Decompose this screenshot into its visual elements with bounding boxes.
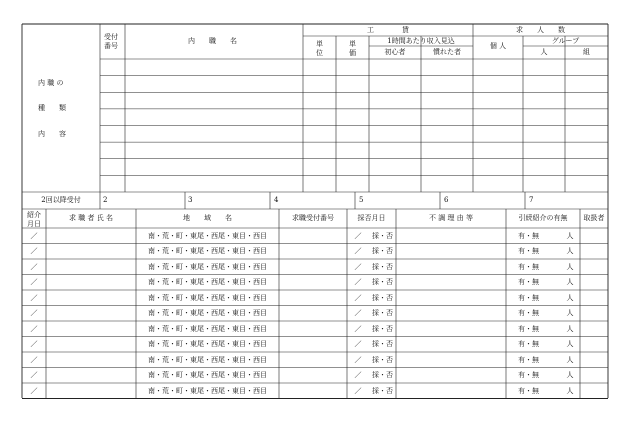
row-saihi-options: 採・否 <box>372 247 393 255</box>
row-nin-unit: 人 <box>566 309 574 317</box>
row-area-options: 南・荒・町・東尾・西尾・東目・西目 <box>148 247 267 255</box>
repeat-number-6: 6 <box>444 196 449 204</box>
naretasha-header: 慣れた者 <box>433 48 461 56</box>
shokai-tsukibi-header: 紹介 月日 <box>27 211 41 228</box>
row-saihi-slash: ／ <box>354 309 362 317</box>
hito-header: 人 <box>540 48 548 56</box>
row-area-options: 南・荒・町・東尾・西尾・東目・西目 <box>148 278 267 286</box>
row-yumu-options: 有・無 <box>518 324 539 333</box>
repeat-number-4: 4 <box>274 196 279 204</box>
row-yumu-options: 有・無 <box>518 371 539 379</box>
chiiki-mei-header: 地 域 名 <box>183 214 232 222</box>
kyushoku-bango-header: 求職受付番号 <box>292 214 334 222</box>
row-saihi-options: 採・否 <box>372 262 393 271</box>
row-yumu-options: 有・無 <box>518 278 539 286</box>
repeat-number-2: 2 <box>103 196 108 204</box>
row-saihi-slash: ／ <box>354 386 362 395</box>
repeat-receipt-label: 2回以降受付 <box>41 196 81 204</box>
row-nin-unit: 人 <box>566 247 574 255</box>
row-shokai-slash: ／ <box>30 231 38 240</box>
row-yumu-options: 有・無 <box>518 247 539 255</box>
row-saihi-options: 採・否 <box>372 293 393 302</box>
mikomi-header: 1時間あたり収入見込 <box>387 37 455 45</box>
row-area-options: 南・荒・町・東尾・西尾・東目・西目 <box>148 340 267 348</box>
row-saihi-slash: ／ <box>354 278 362 286</box>
row-nin-unit: 人 <box>566 386 574 395</box>
row-saihi-options: 採・否 <box>372 371 393 379</box>
row-saihi-options: 採・否 <box>372 324 393 333</box>
row-saihi-options: 採・否 <box>372 386 393 395</box>
row-shokai-slash: ／ <box>30 340 38 348</box>
row-nin-unit: 人 <box>566 278 574 286</box>
hikitsugi-header: 引続紹介の有無 <box>518 214 568 222</box>
row-saihi-slash: ／ <box>354 324 362 333</box>
kyushokusha-shimei-header: 求 職 者 氏 名 <box>69 214 113 222</box>
tani-header: 単 位 <box>316 40 323 57</box>
row-yumu-options: 有・無 <box>518 386 539 395</box>
row-area-options: 南・荒・町・東尾・西尾・東目・西目 <box>148 262 267 271</box>
row-nin-unit: 人 <box>566 340 574 348</box>
row-shokai-slash: ／ <box>30 371 38 379</box>
fuchou-riyu-header: 不 調 理 由 等 <box>429 214 473 222</box>
toriatsukaisha-header: 取扱者 <box>583 214 605 222</box>
row-shokai-slash: ／ <box>30 262 38 271</box>
row-area-options: 南・荒・町・東尾・西尾・東目・西目 <box>148 371 267 379</box>
row-nin-unit: 人 <box>566 371 574 379</box>
row-nin-unit: 人 <box>566 355 574 364</box>
row-saihi-options: 採・否 <box>372 340 393 348</box>
row-saihi-slash: ／ <box>354 247 362 255</box>
row-area-options: 南・荒・町・東尾・西尾・東目・西目 <box>148 231 267 240</box>
row-area-options: 南・荒・町・東尾・西尾・東目・西目 <box>148 386 267 395</box>
row-area-options: 南・荒・町・東尾・西尾・東目・西目 <box>148 324 267 333</box>
naishoku-mei-header: 内 職 名 <box>188 37 237 45</box>
row-yumu-options: 有・無 <box>518 231 539 240</box>
row-shokai-slash: ／ <box>30 293 38 302</box>
row-yumu-options: 有・無 <box>518 293 539 302</box>
section-label-line-1: 内 職 の <box>38 79 64 87</box>
section-label-line-2: 種 類 <box>38 104 66 112</box>
repeat-number-7: 7 <box>529 196 534 204</box>
repeat-number-5: 5 <box>359 196 364 204</box>
row-saihi-options: 採・否 <box>372 309 393 317</box>
row-saihi-slash: ／ <box>354 293 362 302</box>
row-saihi-slash: ／ <box>354 340 362 348</box>
row-nin-unit: 人 <box>566 324 574 333</box>
row-saihi-slash: ／ <box>354 371 362 379</box>
kojin-header: 個 人 <box>489 42 507 50</box>
row-nin-unit: 人 <box>566 262 574 271</box>
row-saihi-options: 採・否 <box>372 231 393 240</box>
kumi-header: 組 <box>583 48 590 56</box>
row-shokai-slash: ／ <box>30 355 38 364</box>
row-yumu-options: 有・無 <box>518 340 539 348</box>
chingin-header: 工 賃 <box>367 26 409 34</box>
repeat-number-3: 3 <box>188 196 193 204</box>
row-saihi-options: 採・否 <box>372 355 393 364</box>
row-shokai-slash: ／ <box>30 386 38 395</box>
row-nin-unit: 人 <box>566 293 574 302</box>
tanka-header: 単 価 <box>349 40 356 57</box>
row-area-options: 南・荒・町・東尾・西尾・東目・西目 <box>148 355 267 364</box>
row-yumu-options: 有・無 <box>518 262 539 271</box>
section-label-line-3: 内 容 <box>38 130 66 138</box>
row-nin-unit: 人 <box>566 231 574 240</box>
row-area-options: 南・荒・町・東尾・西尾・東目・西目 <box>148 293 267 302</box>
row-saihi-options: 採・否 <box>372 278 393 286</box>
row-saihi-slash: ／ <box>354 355 362 364</box>
row-yumu-options: 有・無 <box>518 309 539 317</box>
row-shokai-slash: ／ <box>30 278 38 286</box>
row-saihi-slash: ／ <box>354 231 362 240</box>
shoshinsha-header: 初心者 <box>384 48 406 56</box>
row-saihi-slash: ／ <box>354 262 362 271</box>
group-header: グループ <box>551 37 580 45</box>
row-shokai-slash: ／ <box>30 324 38 333</box>
saihi-tsukibi-header: 採否月日 <box>357 214 386 222</box>
row-shokai-slash: ／ <box>30 247 38 255</box>
kyujinsu-header: 求 人 数 <box>516 26 565 34</box>
row-area-options: 南・荒・町・東尾・西尾・東目・西目 <box>148 309 267 317</box>
row-yumu-options: 有・無 <box>518 355 539 364</box>
row-shokai-slash: ／ <box>30 309 38 317</box>
uketsuke-bango-header: 受付 番号 <box>104 33 118 50</box>
